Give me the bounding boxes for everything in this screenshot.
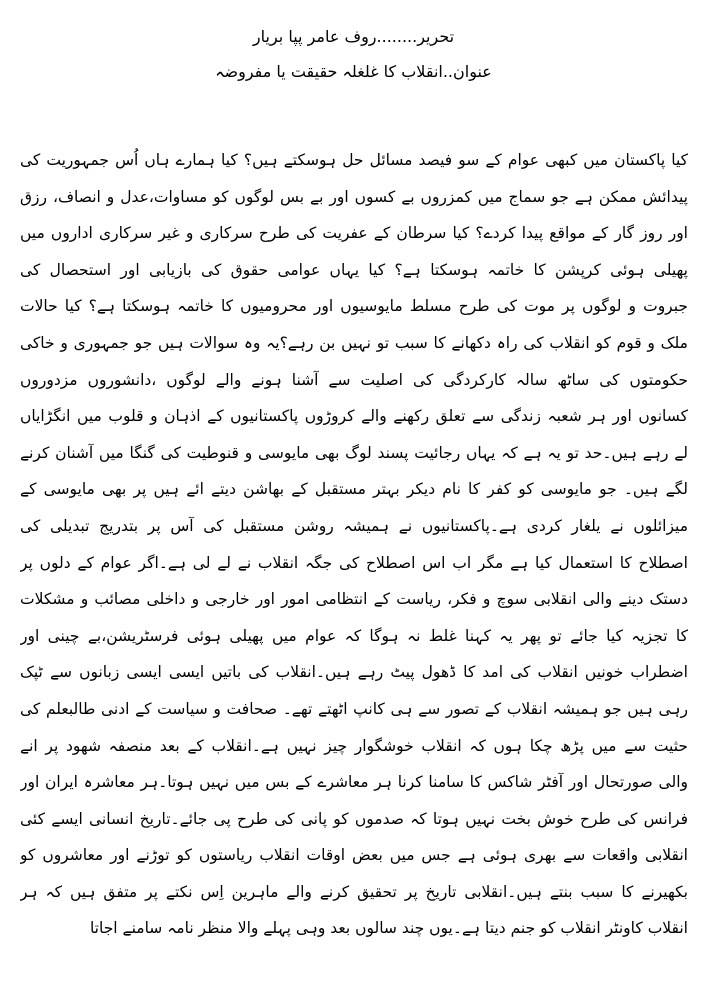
body-line: فرانس کی طرح خوش بخت نہیں ہوتا کہ صدموں کو پانی کی طرح پی جائے۔تاریخ انسانی ایسے کئی: [20, 809, 688, 828]
body-line: اور روز گار کے مواقع پیدا کردے؟ کیا سرطان کے عفریت کی طرح سرکاری و غیر سرکاری اداروں میں: [20, 224, 688, 243]
body-line: کا تجزیہ کیا جائے تو پھر یہ کہنا غلط نہ ہوگا کہ عوام میں پھیلی ہوئی فرسٹریشن،بے چینی اور: [20, 626, 688, 645]
body-line: بکھیرنے کا سبب بنتے ہیں۔انقلابی تاریخ پر تحقیق کرنے والے ماہرین اِس نکتے پر متفق ہیں کہ ہر: [20, 882, 688, 901]
body-line: رہی ہیں جو ہمیشہ انقلاب کے تصور سے ہی کانپ اٹھتے تھے۔ صحافت و سیاست کے ادنی طالبعلم کی: [20, 699, 688, 718]
body-line: پیدائش ممکن ہے جو سماج میں کمزروں بے کسوں اور بے بس لوگوں کو مساوات،عدل و انصاف، رزق: [20, 187, 688, 206]
body-line: لے رہے ہیں۔حد تو یہ ہے کہ یہاں رجائیت پسند لوگ بھی مایوسی و قنوطیت کی گنگا میں آشنان کرنے: [20, 443, 688, 462]
body-line: انقلاب کاونٹر انقلاب کو جنم دیتا ہے۔یوں چند سالوں بعد وہی پہلے والا منظر نامہ سامنے اجاتا: [89, 919, 688, 938]
article-title: عنوان..انقلاب کا غلغلہ حقیقت یا مفروضہ: [215, 62, 492, 81]
body-line: انقلابی واقعات سے بھری ہوئی ہے جس میں بعض اوقات انقلاب ریاستوں کو توڑنے اور معاشروں کو: [20, 846, 688, 865]
body-line: اصطلاح کا استعمال کیا ہے مگر اب اس اصطلاح کی جگہ انقلاب نے لے لی ہے۔اگر عوام کے دلوں پر: [20, 553, 688, 572]
body-line: اضطراب خونیں انقلاب کی امد کا ڈھول پیٹ رہے ہیں۔انقلاب کی باتیں ایسی ایسی زبانوں سے ٹپک: [20, 663, 688, 682]
body-line: لگے ہیں۔ جو مایوسی کو کفر کا نام دیکر بہتر مستقبل کے بھاشن دیتے ائے ہیں پر بھی مایوسی کے: [20, 480, 688, 499]
body-line: ملک و قوم کو انقلاب کی راہ دکھانے کا سبب تو نہیں بن رہے؟یہ وہ سوالات ہیں جو جمہوری و خاکی: [20, 333, 688, 352]
body-line: حثیت سے میں پڑھ چکا ہوں کہ انقلاب خوشگوار چیز نہیں ہے۔انقلاب کے بعد منصفہ شھود پر انے: [20, 736, 688, 755]
author-line: تحریر........روف عامر پپا بریار: [252, 27, 455, 46]
article-body: [20, 142, 688, 947]
body-line: جبروت و لوگوں پر موت کی طرح مسلط مایوسیوں اور محرومیوں کا خاتمہ ہوسکتا ہے؟ کیا حالات: [20, 297, 688, 316]
body-line: میزائلوں نے یلغار کردی ہے۔پاکستانیوں نے ہمیشہ روشن مستقبل کی آس پر بتدریج تبدیلی کی: [20, 516, 688, 535]
body-line: کیا پاکستان میں کبھی عوام کے سو فیصد مسائل حل ہوسکتے ہیں؟ کیا ہمارے ہاں اُس جمہوریت کی: [20, 151, 688, 169]
body-line: حکومتوں کی ساٹھ سالہ کارکردگی کی اصلیت سے آشنا ہونے والے لوگوں ،دانشوروں مزدوروں: [20, 370, 688, 389]
body-line: کسانوں اور ہر شعبہ زندگی سے تعلق رکھنے والے کروڑوں پاکستانیوں کے اذہان و قلوب میں انگڑایاں: [20, 407, 688, 426]
body-line: دستک دینے والی انقلابی سوچ و فکر، ریاست کے انتظامی امور اور خارجی و داخلی مصائب و مشکلات: [20, 590, 688, 609]
body-line: والی صورتحال اور آفٹر شاکس کا سامنا کرنا ہر معاشرے کے بس میں نہیں ہوتا۔ہر معاشرہ ایران اور: [20, 773, 688, 792]
body-line: پھیلی ہوئی کرپشن کا خاتمہ ہوسکتا ہے؟ کیا یہاں عوامی حقوق کی بازیابی اور استحصال کی: [20, 260, 688, 279]
